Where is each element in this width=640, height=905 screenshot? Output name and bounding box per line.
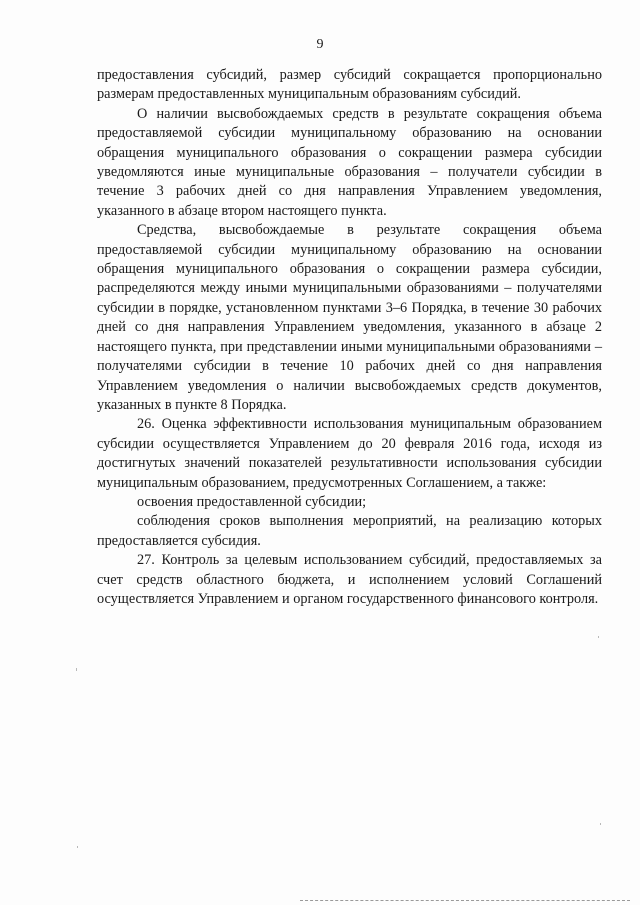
scan-speck (600, 823, 601, 825)
scan-speck (77, 846, 78, 848)
scan-speck (598, 636, 599, 638)
paragraph-continuation: предоставления субсидий, размер субсидий сокращается пропорционально размерам предоставленных муниципальным образованиям субсидий. (97, 67, 602, 103)
paragraph-release-notice: О наличии высвобождаемых средств в результате сокращения объема предоставляемой субсидии муниципальному образованию на основании обращения муниципального образования о сокращении размера субсидии уведомляются иные муниципальные образования – получатели субсидии в течение 3 рабочих дней со дня направления Управлением уведомления, указанного в абзаце втором настоящего пункта. (97, 105, 602, 219)
paragraph-item-26: 26. Оценка эффективности использования муниципальным образованием субсидии осуществляется Управлением до 20 февраля 2016 года, исходя из достигнутых значений показателей результативности использования субсидии муниципальным образованием, предусмотренных Соглашением, а также: (97, 416, 602, 491)
scan-bottom-edge (300, 900, 630, 901)
scan-speck (76, 668, 77, 671)
paragraph-redistribution: Средства, высвобождаемые в результате сокращения объема предоставляемой субсидии муниципальному образованию на основании обращения муниципального образования о сокращении размера субсидии, распределяются между иными муниципальными образованиями – получателями субсидии в порядке, установленном пунктами 3–6 Порядка, в течение 30 рабочих дней со дня направления Управлением уведомления, указанного в абзаце 2 настоящего пункта, при представлении иными муниципальными образованиями – получателями субсидии в течение 10 рабочих дней со дня направления Управлением уведомления о наличии высвобождаемых средств документов, указанных в пункте 8 Порядка. (97, 222, 602, 413)
document-body (97, 66, 602, 609)
page-number: 9 (316, 37, 324, 52)
paragraph-item-27: 27. Контроль за целевым использованием субсидий, предоставляемых за счет средств областного бюджета, и исполнением условий Соглашений осуществляется Управлением и органом государственного финансового контроля. (97, 552, 602, 607)
paragraph-item-26-b: соблюдения сроков выполнения мероприятий, на реализацию которых предоставляется субсидия. (97, 513, 602, 549)
paragraph-item-26-a: освоения предоставленной субсидии; (137, 493, 367, 510)
